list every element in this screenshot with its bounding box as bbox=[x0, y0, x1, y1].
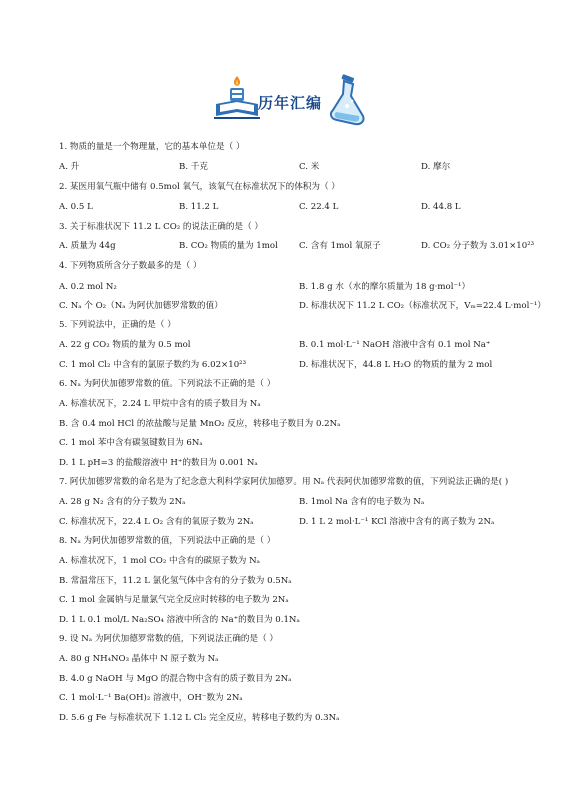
option-b: B. 11.2 L bbox=[179, 202, 219, 212]
option-b: B. 1.8 g 水（水的摩尔质量为 18 g·mol⁻¹） bbox=[299, 282, 471, 292]
option-c: C. 含有 1mol 氧原子 bbox=[299, 241, 381, 251]
option-a: A. 0.5 L bbox=[59, 202, 93, 212]
option-b: B. CO₂ 物质的量为 1mol bbox=[179, 241, 278, 251]
option-d: D. CO₂ 分子数为 3.01×10²³ bbox=[421, 241, 535, 251]
option-d: D. 摩尔 bbox=[421, 162, 451, 172]
option-a: A. 22 g CO₂ 物质的量为 0.5 mol bbox=[59, 340, 191, 350]
option-a: A. 标准状况下，2.24 L 甲烷中含有的质子数目为 Nₐ bbox=[59, 399, 261, 409]
question-stem: 7. 阿伏加德罗常数的命名是为了纪念意大利科学家阿伏加德罗。用 Nₐ 代表阿伏加德罗常数的值，下列说法正确的是( ) bbox=[59, 477, 509, 487]
option-a: A. 升 bbox=[59, 162, 80, 172]
option-c: C. Nₐ 个 O₂（Nₐ 为阿伏加德罗常数的值） bbox=[59, 301, 223, 311]
option-d: D. 1 L 0.1 mol/L Na₂SO₄ 溶液中所含的 Na⁺的数目为 0.1Nₐ bbox=[59, 615, 300, 625]
option-d: D. 1 L pH=3 的盐酸溶液中 H⁺的数目为 0.001 Nₐ bbox=[59, 458, 258, 468]
flask-icon bbox=[327, 72, 371, 128]
option-c: C. 1 mol 金属钠与足量氯气完全反应时转移的电子数为 2Nₐ bbox=[59, 595, 289, 605]
question-stem: 5. 下列说法中，正确的是（ ） bbox=[59, 320, 176, 330]
option-d: D. 1 L 2 mol·L⁻¹ KCl 溶液中含有的离子数为 2Nₐ bbox=[299, 517, 495, 527]
header-banner bbox=[0, 72, 576, 132]
option-b: B. 常温常压下，11.2 L 氯化氢气体中含有的分子数为 0.5Nₐ bbox=[59, 576, 292, 586]
option-b: B. 含 0.4 mol HCl 的浓盐酸与足量 MnO₂ 反应，转移电子数目为 0.2Nₐ bbox=[59, 419, 341, 429]
option-d: D. 44.8 L bbox=[421, 202, 461, 212]
option-b: B. 千克 bbox=[179, 162, 208, 172]
option-b: B. 4.0 g NaOH 与 MgO 的混合物中含有的质子数目为 2Nₐ bbox=[59, 674, 292, 684]
question-stem: 6. Nₐ 为阿伏加德罗常数的值。下列说法不正确的是（ ） bbox=[59, 379, 276, 389]
option-b: B. 1mol Na 含有的电子数为 Nₐ bbox=[299, 497, 425, 507]
option-d: D. 标准状况下 11.2 L CO₂（标准状况下，Vₘ=22.4 L·mol⁻¹） bbox=[299, 301, 546, 311]
option-c: C. 米 bbox=[299, 162, 320, 172]
question-stem: 8. Nₐ 为阿伏加德罗常数的值，下列说法中正确的是（ ） bbox=[59, 536, 276, 546]
question-stem: 1. 物质的量是一个物理量，它的基本单位是（ ） bbox=[59, 142, 245, 152]
option-c: C. 22.4 L bbox=[299, 202, 339, 212]
option-c: C. 1 mol Cl₂ 中含有的氯原子数约为 6.02×10²³ bbox=[59, 360, 247, 370]
option-d: D. 标准状况下，44.8 L H₂O 的物质的量为 2 mol bbox=[299, 360, 493, 370]
option-c: C. 1 mol 苯中含有碳氢键数目为 6Nₐ bbox=[59, 438, 203, 448]
question-stem: 9. 设 Nₐ 为阿伏加德罗常数的值，下列说法正确的是（ ） bbox=[59, 634, 279, 644]
option-c: C. 标准状况下，22.4 L O₂ 含有的氧原子数为 2Nₐ bbox=[59, 517, 254, 527]
option-a: A. 质量为 44g bbox=[59, 241, 116, 251]
option-a: A. 80 g NH₄NO₃ 晶体中 N 原子数为 Nₐ bbox=[59, 654, 219, 664]
option-a: A. 0.2 mol N₂ bbox=[59, 282, 117, 292]
question-stem: 4. 下列物质所含分子数最多的是（ ） bbox=[59, 261, 202, 271]
option-a: A. 标准状况下，1 mol CO₂ 中含有的碳原子数为 Nₐ bbox=[59, 556, 260, 566]
section-title: 历年汇编 bbox=[258, 94, 323, 112]
question-stem: 3. 关于标准状况下 11.2 L CO₂ 的说法正确的是（ ） bbox=[59, 222, 263, 232]
option-c: C. 1 mol·L⁻¹ Ba(OH)₂ 溶液中，OH⁻数为 2Nₐ bbox=[59, 693, 243, 703]
option-b: B. 0.1 mol·L⁻¹ NaOH 溶液中含有 0.1 mol Na⁺ bbox=[299, 340, 491, 350]
option-a: A. 28 g N₂ 含有的分子数为 2Nₐ bbox=[59, 497, 186, 507]
option-d: D. 5.6 g Fe 与标准状况下 1.12 L Cl₂ 完全反应，转移电子数约为 0.3Nₐ bbox=[59, 713, 340, 723]
question-stem: 2. 某医用氧气瓶中储有 0.5mol 氧气，该氧气在标准状况下的体积为（ ） bbox=[59, 182, 340, 192]
book-lamp-logo-icon bbox=[210, 74, 264, 120]
